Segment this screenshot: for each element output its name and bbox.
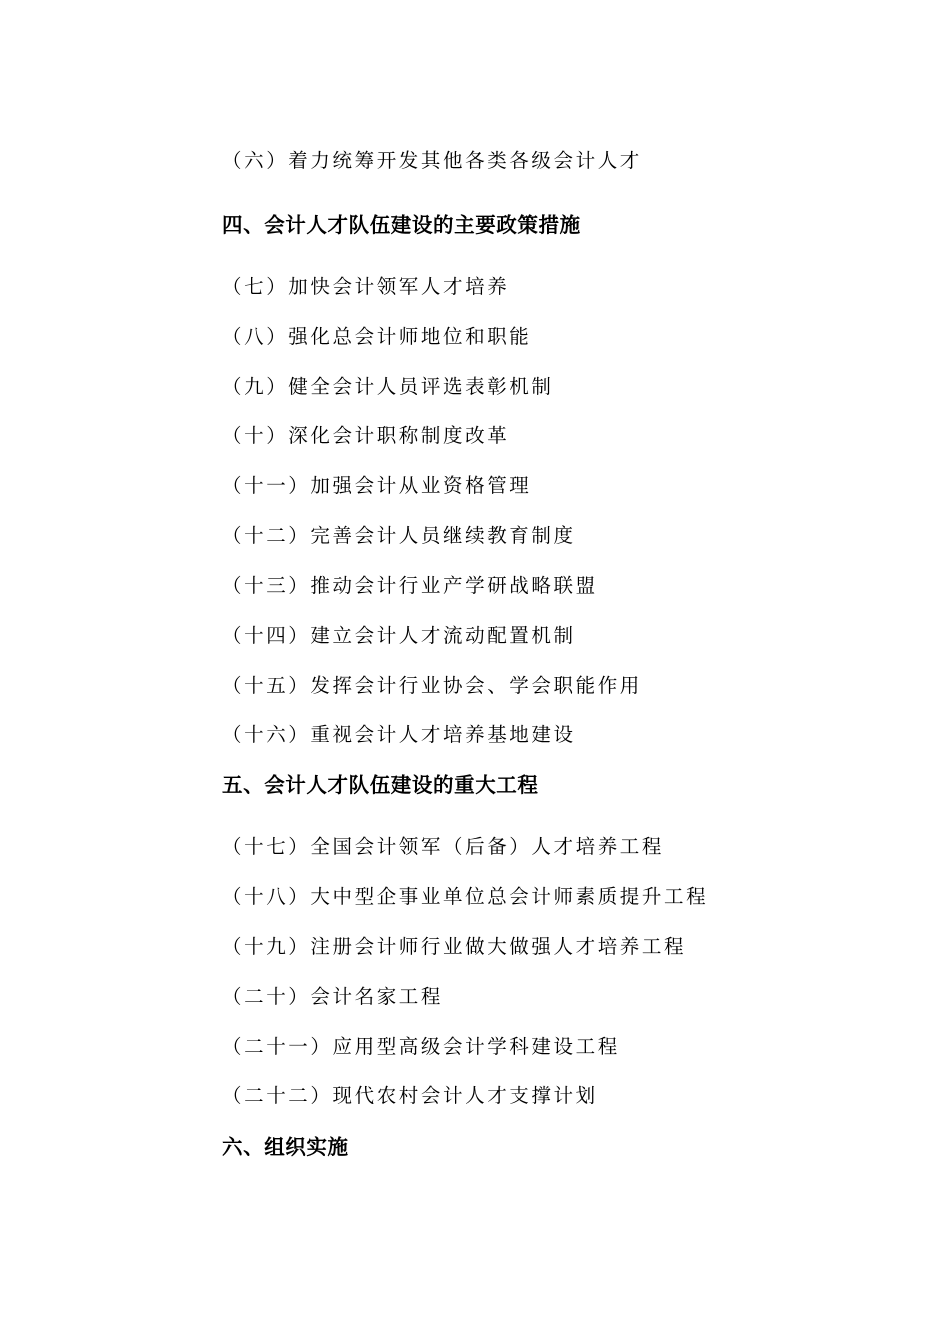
section-heading: 六、组织实施 [222, 1135, 349, 1159]
outline-item: （十五）发挥会计行业协会、学会职能作用 [222, 674, 642, 697]
outline-item: （十七）全国会计领军（后备）人才培养工程 [222, 835, 665, 858]
outline-item: （二十）会计名家工程 [222, 985, 444, 1008]
section-heading: 五、会计人才队伍建设的重大工程 [222, 773, 539, 797]
outline-item: （十二）完善会计人员继续教育制度 [222, 524, 576, 547]
outline-item: （六）着力统筹开发其他各类各级会计人才 [222, 149, 642, 172]
outline-item: （十八）大中型企事业单位总会计师素质提升工程 [222, 885, 709, 908]
outline-item: （二十二）现代农村会计人才支撑计划 [222, 1084, 598, 1107]
outline-item: （十六）重视会计人才培养基地建设 [222, 723, 576, 746]
outline-item: （十九）注册会计师行业做大做强人才培养工程 [222, 935, 687, 958]
outline-item: （二十一）应用型高级会计学科建设工程 [222, 1035, 620, 1058]
outline-item: （十）深化会计职称制度改革 [222, 424, 510, 447]
outline-item: （七）加快会计领军人才培养 [222, 275, 510, 298]
section-heading: 四、会计人才队伍建设的主要政策措施 [222, 213, 581, 237]
outline-item: （八）强化总会计师地位和职能 [222, 325, 532, 348]
outline-item: （十四）建立会计人才流动配置机制 [222, 624, 576, 647]
outline-item: （十一）加强会计从业资格管理 [222, 474, 532, 497]
outline-item: （九）健全会计人员评选表彰机制 [222, 375, 554, 398]
outline-item: （十三）推动会计行业产学研战略联盟 [222, 574, 598, 597]
